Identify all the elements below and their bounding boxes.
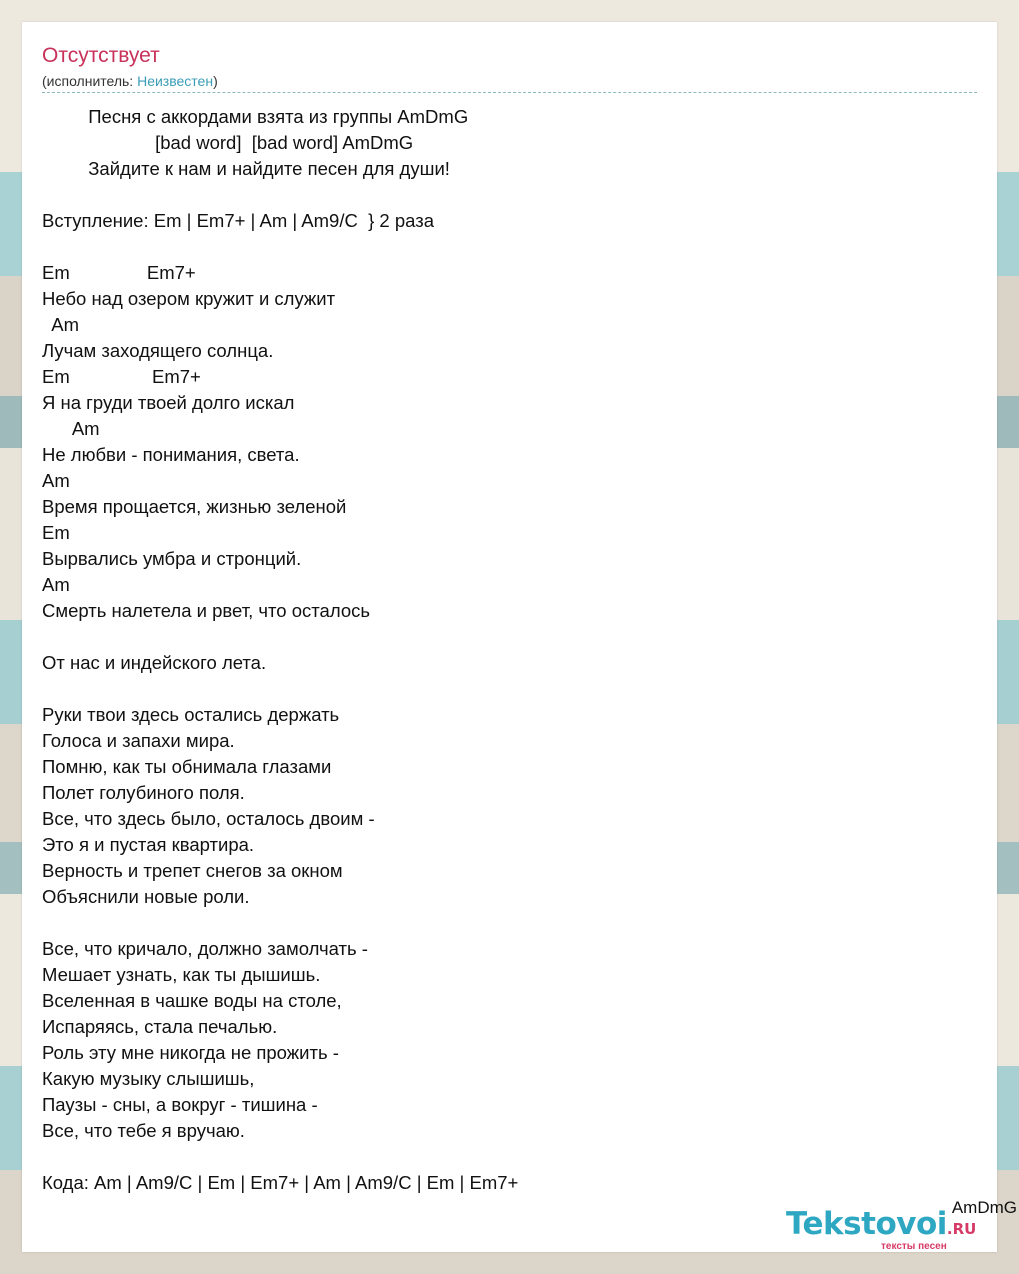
footer-tag: AmDmG (951, 1198, 1017, 1217)
lyric-line: Все, что кричало, должно замолчать - (42, 938, 368, 959)
song-title: Отсутствует (42, 44, 160, 67)
lyric-line: Am (42, 418, 100, 439)
lyric-line (42, 910, 982, 936)
lyric-line: Кода: Am | Am9/C | Em | Em7+ | Am | Am9/C | Em | Em7+ (42, 1172, 519, 1193)
logo-name: Tekstovoi (786, 1206, 947, 1242)
lyric-line: Am (42, 470, 70, 491)
lyric-line (42, 234, 982, 260)
lyric-line: Объяснили новые роли. (42, 886, 250, 907)
lyric-line: От нас и индейского лета. (42, 652, 267, 673)
lyric-line: Я на груди твоей долго искал (42, 392, 295, 413)
lyric-line: [bad word] [bad word] AmDmG (42, 132, 414, 153)
artist-prefix: (исполнитель: (42, 73, 138, 89)
lyrics-body (42, 104, 982, 1196)
lyric-line: Небо над озером кружит и служит (42, 288, 336, 309)
lyric-line: Em Em7+ (42, 262, 196, 283)
lyric-line: Полет голубиного поля. (42, 782, 245, 803)
lyric-line: Голоса и запахи мира. (42, 730, 235, 751)
divider (42, 92, 977, 93)
artist-link[interactable]: Неизвестен (137, 73, 214, 89)
lyric-line (42, 1144, 982, 1170)
artist-suffix: ) (213, 73, 218, 89)
lyric-line: Это я и пустая квартира. (42, 834, 255, 855)
lyric-line: Смерть налетела и рвет, что осталось (42, 600, 371, 621)
song-page (22, 22, 997, 1252)
lyric-line: Паузы - сны, а вокруг - тишина - (42, 1094, 318, 1115)
lyric-line (42, 182, 982, 208)
lyric-line: Верность и трепет снегов за окном (42, 860, 343, 881)
lyric-line: Мешает узнать, как ты дышишь. (42, 964, 321, 985)
lyric-line: Am (42, 314, 80, 335)
lyric-line: Am (42, 574, 70, 595)
lyric-line: Все, что здесь было, осталось двоим - (42, 808, 375, 829)
lyric-line: Какую музыку слышишь, (42, 1068, 255, 1089)
logo-tld: .RU (946, 1220, 977, 1238)
lyric-line: Руки твои здесь остались держать (42, 704, 340, 725)
lyric-line: Зайдите к нам и найдите песен для души! (42, 158, 450, 179)
lyric-line: Помню, как ты обнимала глазами (42, 756, 332, 777)
lyric-line: Вселенная в чашке воды на столе, (42, 990, 342, 1011)
lyric-line: Вступление: Em | Em7+ | Am | Am9/C } 2 раза (42, 210, 435, 231)
lyric-line (42, 676, 982, 702)
lyric-line: Песня с аккордами взята из группы AmDmG (42, 106, 469, 127)
logo-tagline: тексты песен (881, 1241, 947, 1252)
lyric-line: Em Em7+ (42, 366, 201, 387)
lyric-line: Не любви - понимания, света. (42, 444, 300, 465)
lyric-line: Время прощается, жизнью зеленой (42, 496, 347, 517)
lyric-line: Лучам заходящего солнца. (42, 340, 274, 361)
lyric-line: Все, что тебе я вручаю. (42, 1120, 245, 1141)
artist-line (42, 73, 218, 89)
lyric-line: Em (42, 522, 70, 543)
lyric-line: Вырвались умбра и стронций. (42, 548, 302, 569)
lyric-line (42, 624, 982, 650)
site-logo[interactable] (786, 1206, 976, 1252)
lyric-line: Испаряясь, стала печалью. (42, 1016, 278, 1037)
lyric-line: Роль эту мне никогда не прожить - (42, 1042, 339, 1063)
